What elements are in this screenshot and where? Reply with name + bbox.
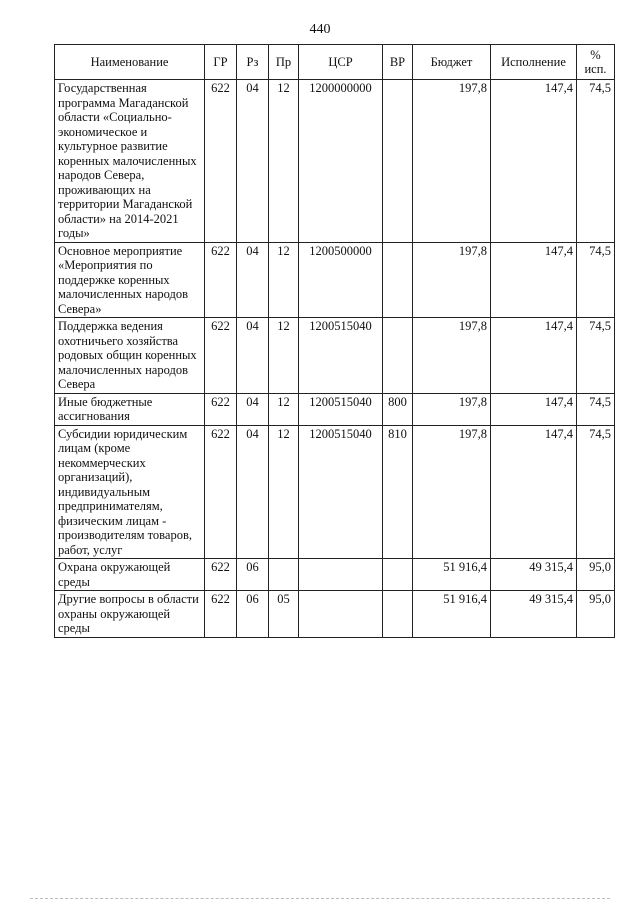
row-gr: 622 bbox=[205, 559, 237, 591]
header-vr: ВР bbox=[383, 45, 413, 80]
row-csr bbox=[299, 559, 383, 591]
row-execution: 147,4 bbox=[491, 242, 577, 318]
row-name: Субсидии юридическим лицам (кроме некоммерческих организаций), индивидуальным предпринимателям, физическим лицам - производителям товаров, работ, услуг bbox=[55, 425, 205, 559]
row-budget: 197,8 bbox=[413, 318, 491, 394]
row-pr: 12 bbox=[269, 425, 299, 559]
row-budget: 197,8 bbox=[413, 80, 491, 243]
row-pr: 12 bbox=[269, 242, 299, 318]
table-row bbox=[55, 80, 615, 243]
header-rz: Рз bbox=[237, 45, 269, 80]
row-percent: 74,5 bbox=[577, 80, 615, 243]
table-row bbox=[55, 559, 615, 591]
row-csr bbox=[299, 591, 383, 638]
row-rz: 04 bbox=[237, 242, 269, 318]
row-vr bbox=[383, 559, 413, 591]
row-vr bbox=[383, 80, 413, 243]
row-name: Другие вопросы в области охраны окружающей среды bbox=[55, 591, 205, 638]
row-csr: 1200515040 bbox=[299, 393, 383, 425]
header-gr: ГР bbox=[205, 45, 237, 80]
row-csr: 1200000000 bbox=[299, 80, 383, 243]
row-name: Иные бюджетные ассигнования bbox=[55, 393, 205, 425]
row-name: Государственная программа Магаданской области «Социально-экономическое и культурное развитие коренных малочисленных народов Севера, проживающих на территории Магаданской области» на 2014-2021 годы» bbox=[55, 80, 205, 243]
row-name: Поддержка ведения охотничьего хозяйства родовых общин коренных малочисленных народов Севера bbox=[55, 318, 205, 394]
header-csr: ЦСР bbox=[299, 45, 383, 80]
table-row bbox=[55, 242, 615, 318]
row-rz: 06 bbox=[237, 559, 269, 591]
row-execution: 49 315,4 bbox=[491, 591, 577, 638]
scan-footer-line bbox=[30, 898, 610, 899]
row-pr: 05 bbox=[269, 591, 299, 638]
row-gr: 622 bbox=[205, 80, 237, 243]
row-rz: 06 bbox=[237, 591, 269, 638]
row-vr: 800 bbox=[383, 393, 413, 425]
row-csr: 1200515040 bbox=[299, 425, 383, 559]
row-vr: 810 bbox=[383, 425, 413, 559]
row-pr: 12 bbox=[269, 393, 299, 425]
table-header-row bbox=[55, 45, 615, 80]
row-pr bbox=[269, 559, 299, 591]
row-budget: 51 916,4 bbox=[413, 559, 491, 591]
row-percent: 74,5 bbox=[577, 393, 615, 425]
header-pr: Пр bbox=[269, 45, 299, 80]
row-csr: 1200515040 bbox=[299, 318, 383, 394]
row-gr: 622 bbox=[205, 318, 237, 394]
header-budget: Бюджет bbox=[413, 45, 491, 80]
row-execution: 147,4 bbox=[491, 393, 577, 425]
header-name: Наименование bbox=[55, 45, 205, 80]
row-percent: 74,5 bbox=[577, 425, 615, 559]
row-budget: 197,8 bbox=[413, 393, 491, 425]
row-vr bbox=[383, 318, 413, 394]
row-budget: 51 916,4 bbox=[413, 591, 491, 638]
row-gr: 622 bbox=[205, 425, 237, 559]
row-name: Охрана окружающей среды bbox=[55, 559, 205, 591]
row-execution: 147,4 bbox=[491, 318, 577, 394]
page-number: 440 bbox=[309, 22, 331, 37]
row-gr: 622 bbox=[205, 242, 237, 318]
row-rz: 04 bbox=[237, 318, 269, 394]
row-rz: 04 bbox=[237, 80, 269, 243]
header-percent: % исп. bbox=[577, 45, 615, 80]
row-rz: 04 bbox=[237, 425, 269, 559]
row-execution: 147,4 bbox=[491, 425, 577, 559]
row-gr: 622 bbox=[205, 393, 237, 425]
row-percent: 74,5 bbox=[577, 318, 615, 394]
row-gr: 622 bbox=[205, 591, 237, 638]
row-pr: 12 bbox=[269, 318, 299, 394]
budget-table bbox=[54, 44, 615, 638]
row-percent: 95,0 bbox=[577, 559, 615, 591]
header-execution: Исполнение bbox=[491, 45, 577, 80]
row-vr bbox=[383, 591, 413, 638]
table-row bbox=[55, 425, 615, 559]
row-execution: 49 315,4 bbox=[491, 559, 577, 591]
table-row bbox=[55, 393, 615, 425]
row-name: Основное мероприятие «Мероприятия по поддержке коренных малочисленных народов Севера» bbox=[55, 242, 205, 318]
row-budget: 197,8 bbox=[413, 425, 491, 559]
row-execution: 147,4 bbox=[491, 80, 577, 243]
row-percent: 74,5 bbox=[577, 242, 615, 318]
row-csr: 1200500000 bbox=[299, 242, 383, 318]
table-row bbox=[55, 318, 615, 394]
row-percent: 95,0 bbox=[577, 591, 615, 638]
row-pr: 12 bbox=[269, 80, 299, 243]
table-row bbox=[55, 591, 615, 638]
row-budget: 197,8 bbox=[413, 242, 491, 318]
row-vr bbox=[383, 242, 413, 318]
row-rz: 04 bbox=[237, 393, 269, 425]
